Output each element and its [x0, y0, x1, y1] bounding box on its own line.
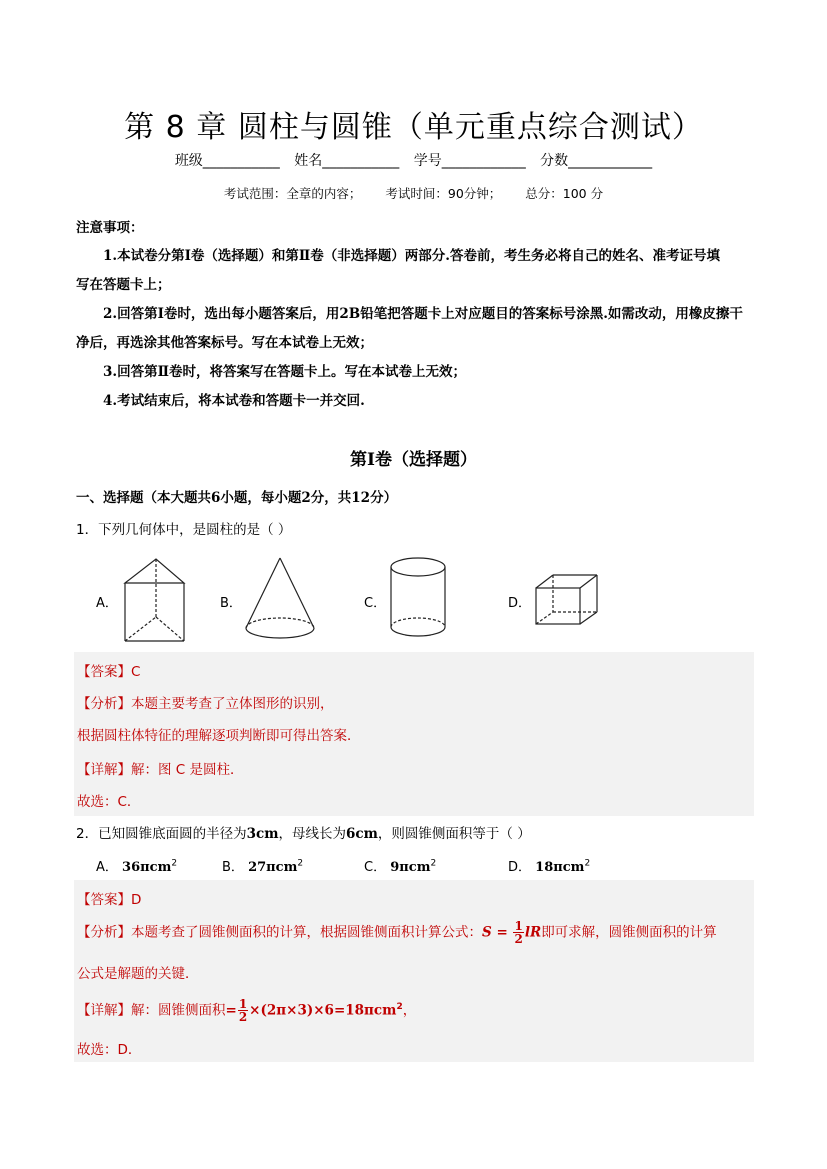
- q1-conclusion: 故选：C．: [77, 794, 141, 810]
- notes-list: [76, 242, 792, 416]
- q1-option-c-label[interactable]: C．: [364, 596, 387, 611]
- fraction-one-half: $\frac{1}{2}$: [514, 919, 523, 946]
- q2-analysis-2: 公式是解题的关键．: [77, 966, 199, 982]
- q2-conclusion: 故选：D．: [77, 1042, 142, 1058]
- note-line-4: 4.考试结束后，将本试卷和答题卡一并交回.: [103, 393, 365, 409]
- cube-icon: [533, 572, 601, 628]
- q1-stem: 1．下列几何体中，是圆柱的是（ ）: [76, 522, 292, 538]
- section-title: 第Ⅰ卷（选择题）: [350, 450, 477, 470]
- student-info-fields: [0, 150, 827, 170]
- q2-answer: 【答案】D: [77, 892, 142, 908]
- note-line-3: 3.回答第Ⅱ卷时，将答案写在答题卡上。写在本试卷上无效；: [103, 364, 466, 380]
- note-line-2b: 净后，再选涂其他答案标号。写在本试卷上无效；: [76, 335, 373, 351]
- q1-option-a-label[interactable]: A．: [96, 596, 118, 611]
- section-heading: 一、选择题（本大题共6小题，每小题2分，共12分）: [76, 490, 398, 506]
- note-line-1b: 写在答题卡上；: [76, 277, 171, 293]
- q2-analysis: 【分析】本题考查了圆锥侧面积的计算，根据圆锥侧面积计算公式：S = $\frac{1}{2}$ lR即可求解，圆锥侧面积的计算: [77, 919, 717, 946]
- name-field[interactable]: 姓名___________: [294, 153, 400, 169]
- exam-range: 考试范围：全章的内容；: [223, 186, 362, 201]
- q1-analysis: 【分析】本题主要考查了立体图形的识别，: [77, 696, 334, 712]
- total-score: 总分：100 分: [525, 186, 604, 201]
- q2-detail: 【详解】解：圆锥侧面积= $\frac{1}{2}$ ×(2π×3)×6=18πcm$^2$，: [77, 997, 417, 1024]
- page-title: 第 8 章 圆柱与圆锥（单元重点综合测试）: [124, 110, 703, 145]
- q1-answer-box: [74, 652, 754, 816]
- exam-scope: [0, 184, 827, 202]
- notes-heading: 注意事项：: [76, 220, 144, 236]
- student-id-field[interactable]: 学号____________: [413, 153, 526, 169]
- q2-option-b[interactable]: B． 27πcm$^2$: [222, 858, 304, 875]
- q2-stem: 2．已知圆锥底面圆的半径为3cm，母线长为6cm，则圆锥侧面积等于（ ）: [76, 826, 531, 842]
- fraction-one-half-detail: $\frac{1}{2}$: [238, 997, 248, 1024]
- q1-answer: 【答案】C: [77, 664, 141, 680]
- cone-icon: [242, 555, 318, 641]
- note-line-1: 1.本试卷分第Ⅰ卷（选择题）和第Ⅱ卷（非选择题）两部分.答卷前，考生务必将自己的姓名、准考证号填: [103, 248, 720, 264]
- exam-time: 考试时间：90分钟；: [385, 186, 502, 201]
- q2-option-c[interactable]: C． 9πcm$^2$: [364, 858, 437, 875]
- q2-option-a[interactable]: A． 36πcm$^2$: [96, 858, 178, 875]
- note-line-2: 2.回答第Ⅰ卷时，选出每小题答案后，用2B铅笔把答题卡上对应题目的答案标号涂黑.如需改动，用橡皮擦干: [103, 306, 743, 322]
- q2-answer-box: [74, 880, 754, 1062]
- q1-option-b-label[interactable]: B．: [220, 596, 242, 611]
- q1-option-d-label[interactable]: D．: [508, 596, 532, 611]
- q2-option-d[interactable]: D． 18πcm$^2$: [508, 858, 591, 875]
- score-field[interactable]: 分数____________: [540, 153, 653, 169]
- class-field[interactable]: 班级___________: [174, 153, 280, 169]
- triangular-prism-icon: [120, 555, 190, 645]
- q1-analysis-2: 根据圆柱体特征的理解逐项判断即可得出答案．: [77, 728, 361, 744]
- cylinder-icon: [388, 555, 450, 643]
- q1-detail: 【详解】解：图 C 是圆柱．: [77, 762, 244, 778]
